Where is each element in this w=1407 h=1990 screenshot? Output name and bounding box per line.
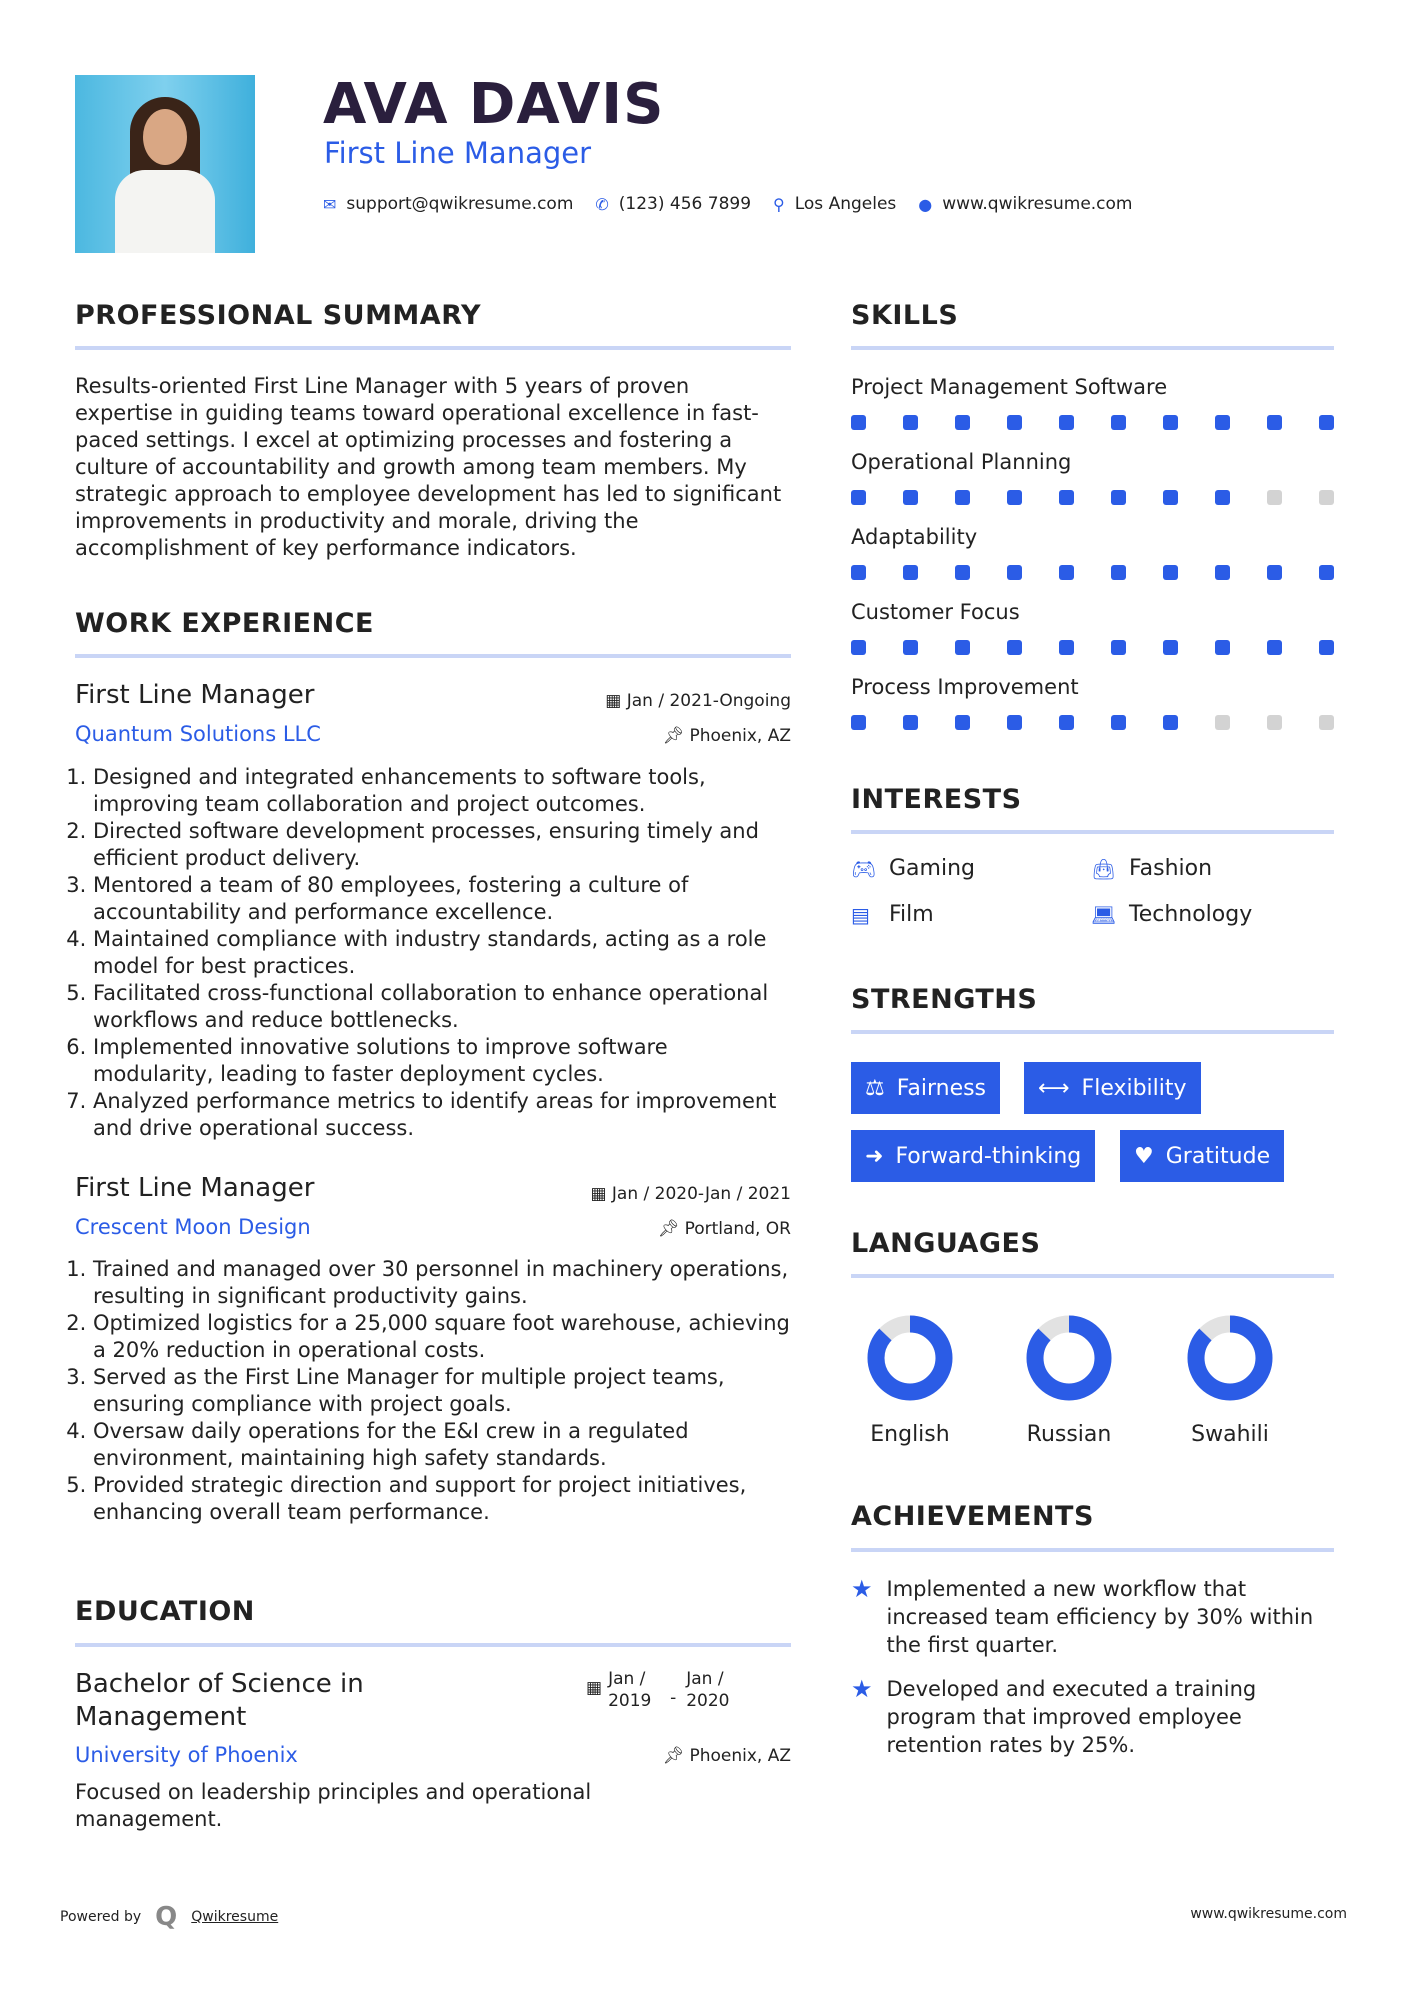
job-bullets [67, 764, 791, 1142]
job-title: First Line Manager [75, 680, 315, 710]
rating-dot [1163, 715, 1178, 730]
skill-rating [851, 715, 1334, 730]
envelope-icon: ✉ [323, 194, 337, 214]
job-location: 📌︎ Portland, OR [657, 1219, 791, 1239]
candidate-name: AVA DAVIS [323, 72, 665, 137]
rating-dot [1111, 640, 1126, 655]
map-marker-icon: ⚲ [773, 194, 785, 214]
rating-dot [1059, 640, 1074, 655]
skill-rating [851, 490, 1334, 505]
experience-heading: WORK EXPERIENCE [75, 608, 374, 639]
end-date: Jan / 2020 [686, 1669, 730, 1711]
pushpin-icon: 📌︎ [662, 1746, 690, 1766]
calendar-icon: ▦ [605, 691, 627, 711]
rating-dot [851, 715, 866, 730]
globe-icon: ● [918, 194, 933, 214]
rating-dot [1111, 565, 1126, 580]
list-item: 4. Maintained compliance with industry standards, acting as a role model for best practices. [93, 926, 791, 980]
rating-dot [1163, 415, 1178, 430]
skill-name: Operational Planning [851, 450, 1072, 474]
languages-heading: LANGUAGES [851, 1228, 1041, 1259]
list-item: 3. Served as the First Line Manager for multiple project teams, ensuring compliance with project goals. [93, 1364, 791, 1418]
divider [75, 1643, 791, 1647]
rating-dot [903, 715, 918, 730]
interest-technology: 💻︎ Technology [1091, 902, 1253, 927]
email[interactable]: support@qwikresume.com [346, 194, 574, 214]
list-item: 6. Implemented innovative solutions to improve software modularity, leading to faster deployment cycles. [93, 1034, 791, 1088]
skill-name: Project Management Software [851, 375, 1168, 399]
rating-dot [1319, 640, 1334, 655]
education-heading: EDUCATION [75, 1596, 255, 1627]
film-icon: ▤ [851, 902, 870, 927]
language-item [850, 1312, 970, 1447]
star-icon: ★ [851, 1675, 873, 1703]
divider [851, 346, 1334, 350]
skill-name: Process Improvement [851, 675, 1079, 699]
education-description: Focused on leadership principles and operational management. [75, 1780, 592, 1831]
rating-dot [1319, 715, 1334, 730]
list-item: 3. Mentored a team of 80 employees, fostering a culture of accountability and performance excellence. [93, 872, 791, 926]
interest-gaming: 🎮︎ Gaming [851, 856, 975, 881]
achievement-item: ★ Developed and executed a training program that improved employee retention rates by 25%. [851, 1675, 1257, 1757]
rating-dot [1007, 565, 1022, 580]
heart-icon: ♥ [1134, 1143, 1154, 1169]
rating-dot [955, 490, 970, 505]
rating-dot [1163, 565, 1178, 580]
list-item: 2. Directed software development processes, ensuring timely and efficient product delivery. [93, 818, 791, 872]
rating-dot [1007, 415, 1022, 430]
degree: Bachelor of Science in Management [75, 1669, 364, 1732]
rating-dot [1319, 565, 1334, 580]
balance-scale-icon: ⚖ [865, 1075, 885, 1101]
list-item: 1. Designed and integrated enhancements to software tools, improving team collaboration and project outcomes. [93, 764, 791, 818]
rating-dot [955, 640, 970, 655]
rating-dot [1215, 490, 1230, 505]
interest-film: ▤ Film [851, 902, 934, 927]
language-donut [1009, 1312, 1129, 1404]
skill-name: Customer Focus [851, 600, 1020, 624]
summary-heading: PROFESSIONAL SUMMARY [75, 300, 482, 331]
location: Los Angeles [794, 194, 897, 214]
rating-dot [1267, 715, 1282, 730]
rating-dot [851, 565, 866, 580]
rating-dot [851, 415, 866, 430]
skill-rating [851, 640, 1334, 655]
strength-badge: ⚖ Fairness [851, 1062, 1000, 1114]
contact-bar [323, 194, 1133, 214]
rating-dot [1215, 715, 1230, 730]
company-name: Crescent Moon Design [75, 1215, 311, 1239]
phone: (123) 456 7899 [618, 194, 752, 214]
school-name: University of Phoenix [75, 1743, 298, 1767]
job-dates: ▦ Jan / 2020-Jan / 2021 [590, 1184, 791, 1204]
job-bullets [67, 1256, 791, 1526]
language-item [1009, 1312, 1129, 1447]
interests-heading: INTERESTS [851, 784, 1022, 815]
pushpin-icon: 📌︎ [662, 726, 690, 746]
rating-dot [1163, 640, 1178, 655]
rating-dot [1111, 490, 1126, 505]
rating-dot [1267, 640, 1282, 655]
list-item: 2. Optimized logistics for a 25,000 square foot warehouse, achieving a 20% reduction in operational costs. [93, 1310, 791, 1364]
list-item: 1. Trained and managed over 30 personnel in machinery operations, resulting in significant productivity gains. [93, 1256, 791, 1310]
start-date: Jan / 2019 [608, 1669, 652, 1711]
language-name: Russian [1026, 1422, 1112, 1447]
rating-dot [1267, 490, 1282, 505]
rating-dot [1059, 415, 1074, 430]
language-name: English [870, 1422, 950, 1447]
rating-dot [1215, 640, 1230, 655]
rating-dot [1319, 415, 1334, 430]
divider [851, 1548, 1334, 1552]
skill-name: Adaptability [851, 525, 978, 549]
job-title: First Line Manager [75, 1173, 315, 1203]
laptop-icon: 💻︎ [1091, 902, 1117, 927]
rating-dot [1215, 565, 1230, 580]
footer-url[interactable]: www.qwikresume.com [1190, 1906, 1347, 1922]
rating-dot [1319, 490, 1334, 505]
rating-dot [903, 415, 918, 430]
strength-badge: ➜ Forward-thinking [851, 1130, 1095, 1182]
skill-rating [851, 565, 1334, 580]
gamepad-icon: 🎮︎ [851, 856, 877, 881]
rating-dot [955, 565, 970, 580]
rating-dot [1007, 640, 1022, 655]
achievements-heading: ACHIEVEMENTS [851, 1501, 1094, 1532]
pushpin-icon: 📌︎ [657, 1219, 685, 1239]
education-dates: ▦ Jan / 2019 - Jan / 2020 [586, 1668, 738, 1712]
rating-dot [955, 415, 970, 430]
profile-photo [75, 75, 255, 253]
achievement-item: ★ Implemented a new workflow that increased team efficiency by 30% within the first quarter. [851, 1575, 1314, 1657]
rating-dot [1163, 490, 1178, 505]
website[interactable]: www.qwikresume.com [942, 194, 1133, 214]
rating-dot [1007, 490, 1022, 505]
rating-dot [1267, 415, 1282, 430]
job-location: 📌︎ Phoenix, AZ [662, 726, 791, 746]
language-item [1170, 1312, 1290, 1447]
divider [851, 1274, 1334, 1278]
skill-rating [851, 415, 1334, 430]
brand-link[interactable]: Qwikresume [191, 1909, 279, 1925]
strengths-heading: STRENGTHS [851, 984, 1038, 1015]
footer-brand [60, 1902, 278, 1932]
powered-by-label: Powered by [60, 1909, 142, 1925]
company-name: Quantum Solutions LLC [75, 722, 321, 746]
rating-dot [1111, 415, 1126, 430]
calendar-icon: ▦ [590, 1184, 612, 1204]
arrow-right-icon: ➜ [865, 1143, 884, 1169]
summary-text: Results-oriented First Line Manager with 5 years of proven expertise in guiding teams toward operational excellence in fast-paced settings. I excel at optimizing processes and fostering a culture of accountability and growth among team members. My strategic approach to employee development has led to significant improvements in productivity and morale, driving the accomplishment of key performance indicators. [75, 374, 782, 560]
shopping-bag-icon: 👜︎ [1091, 856, 1117, 881]
arrows-h-icon: ⟷ [1038, 1075, 1070, 1101]
divider [851, 1030, 1334, 1034]
rating-dot [1059, 565, 1074, 580]
list-item: 7. Analyzed performance metrics to identify areas for improvement and drive operational success. [93, 1088, 791, 1142]
rating-dot [1215, 415, 1230, 430]
list-item: 4. Oversaw daily operations for the E&I crew in a regulated environment, maintaining high safety standards. [93, 1418, 791, 1472]
rating-dot [851, 640, 866, 655]
star-icon: ★ [851, 1575, 873, 1603]
rating-dot [1059, 715, 1074, 730]
skills-heading: SKILLS [851, 300, 959, 331]
rating-dot [903, 490, 918, 505]
strength-badge: ♥ Gratitude [1120, 1130, 1284, 1182]
divider [75, 346, 791, 350]
language-donut [850, 1312, 970, 1404]
list-item: 5. Facilitated cross-functional collaboration to enhance operational workflows and reduce bottlenecks. [93, 980, 791, 1034]
rating-dot [1267, 565, 1282, 580]
language-name: Swahili [1191, 1422, 1269, 1447]
rating-dot [1111, 715, 1126, 730]
divider [75, 654, 791, 658]
rating-dot [903, 565, 918, 580]
list-item: 5. Provided strategic direction and support for project initiatives, enhancing overall team performance. [93, 1472, 791, 1526]
rating-dot [851, 490, 866, 505]
strength-badge: ⟷ Flexibility [1024, 1062, 1201, 1114]
language-donut [1170, 1312, 1290, 1404]
job-dates: ▦ Jan / 2021-Ongoing [605, 691, 791, 711]
divider [851, 830, 1334, 834]
rating-dot [1007, 715, 1022, 730]
qwikresume-logo-icon: Q [155, 1902, 178, 1932]
phone-icon: ✆ [595, 194, 609, 214]
rating-dot [1059, 490, 1074, 505]
education-location: 📌︎ Phoenix, AZ [662, 1746, 791, 1766]
rating-dot [903, 640, 918, 655]
candidate-title: First Line Manager [324, 136, 592, 170]
calendar-icon: ▦ [586, 1678, 603, 1698]
rating-dot [955, 715, 970, 730]
interest-fashion: 👜︎ Fashion [1091, 856, 1213, 881]
